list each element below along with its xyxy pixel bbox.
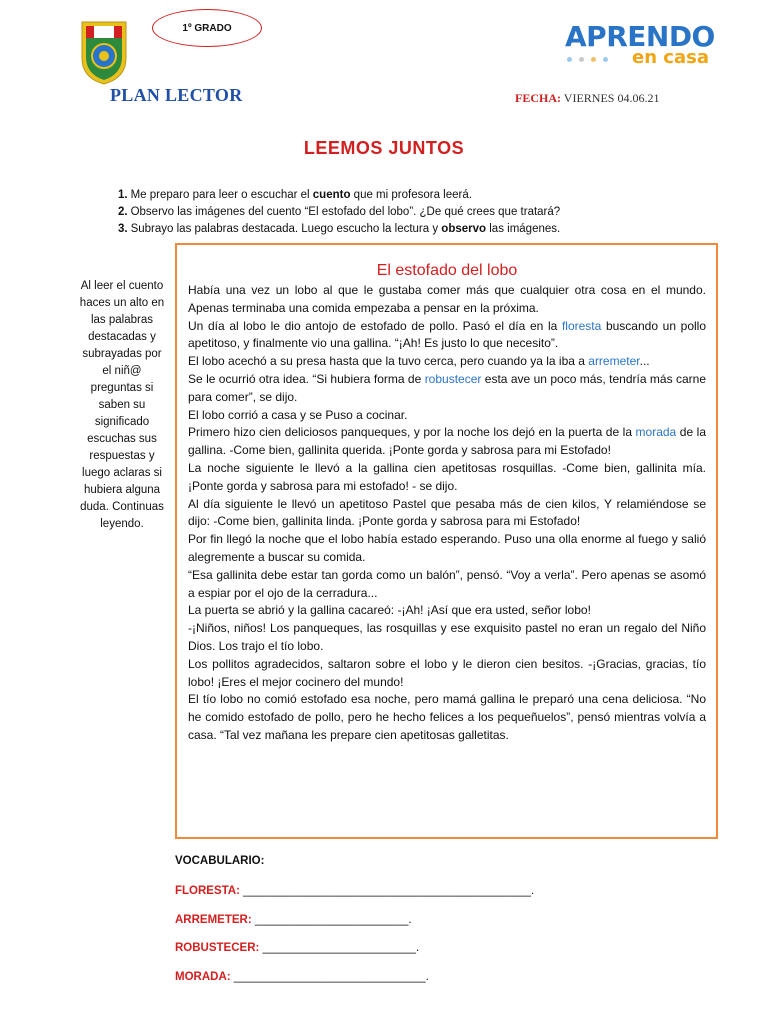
story-text: ... <box>639 354 650 369</box>
instruction-number: 1. <box>118 189 128 201</box>
instruction-item <box>118 221 560 238</box>
story-text: Había una vez un lobo al que le gustaba comer más que cualquier otra cosa en el mundo. Apenas terminaba una comida empezaba a pensar en la próxima. <box>188 283 706 315</box>
highlighted-word: robustecer <box>424 371 482 386</box>
date-value: VIERNES 04.06.21 <box>563 91 660 105</box>
logo-dots <box>567 55 627 63</box>
story-box <box>175 243 718 839</box>
answer-blank[interactable]: ______________________________. <box>230 970 429 983</box>
logo-dot <box>567 57 572 62</box>
vocabulary-item <box>175 885 534 914</box>
story-text: Se le ocurrió otra idea. “Si hubiera forma de <box>188 371 425 386</box>
answer-blank[interactable]: ________________________. <box>259 942 420 954</box>
date-label: FECHA: <box>515 91 561 105</box>
instructions-list <box>118 187 560 238</box>
answer-blank[interactable]: ________________________. <box>251 913 412 926</box>
aprendo-en-casa-logo <box>565 20 715 70</box>
vocabulary-label: ROBUSTECER: <box>175 942 260 954</box>
date-field <box>515 91 659 106</box>
instruction-text: las imágenes. <box>486 223 561 235</box>
story-title: El estofado del lobo <box>376 262 518 279</box>
vocabulary-item <box>175 914 534 943</box>
story-body <box>188 282 706 745</box>
vocabulary-label: FLORESTA: <box>175 885 240 897</box>
story-paragraph <box>188 424 706 460</box>
story-paragraph <box>188 371 706 407</box>
vocabulary-item <box>175 971 534 1000</box>
instruction-text: cuento <box>312 189 351 201</box>
story-text: Un día al lobo le dio antojo de estofado de pollo. Pasó el día en la <box>188 318 562 333</box>
story-paragraph <box>188 620 706 656</box>
story-text: El tío lobo no comió estofado esa noche, pero mamá gallina le preparó una cena deliciosa. “No he comido estofado de pollo, pero he hecho felices a los pequeñuelos”, pensó mientras volvía a casa. “Tal vez mañana les prepare cien apetitosas galletitas. <box>188 692 706 742</box>
instruction-text: que mi profesora leerá. <box>350 189 472 201</box>
grade-label: 1º GRADO <box>182 22 232 34</box>
story-paragraph <box>188 353 706 371</box>
school-crest-icon <box>80 18 128 86</box>
logo-dot <box>591 57 596 62</box>
highlighted-word: arremeter <box>588 354 640 369</box>
story-paragraph <box>188 531 706 567</box>
vocabulary-item <box>175 942 534 971</box>
teacher-note: Al leer el cuento haces un alto en las palabras destacadas y subrayadas por el niñ@ preguntas si saben su significado escuchas sus respuestas y luego aclaras si hubiera alguna duda. Continuas leyendo. <box>79 280 165 530</box>
vocabulary-title: VOCABULARIO: <box>175 855 265 867</box>
story-paragraph <box>188 318 706 354</box>
story-text: El lobo corrió a casa y se Puso a cocinar. <box>188 407 408 422</box>
instruction-text: Me preparo para leer o escuchar el <box>130 189 313 201</box>
vocabulary-label: MORADA: <box>175 970 231 983</box>
story-text: La puerta se abrió y la gallina cacareó: -¡Ah! ¡Así que era usted, señor lobo! <box>188 603 591 618</box>
story-text: El lobo acechó a su presa hasta que la tuvo cerca, pero cuando ya la iba a <box>188 354 589 369</box>
story-text: “Esa gallinita debe estar tan gorda como un balón”, pensó. “Voy a verla”. Pero apenas se asomó a espiar por el ojo de la cerradura... <box>188 567 706 600</box>
instruction-item <box>118 204 560 221</box>
story-text: Al día siguiente le llevó un apetitoso Pastel que pesaba más de cien kilos, Y relamiéndose se dijo: -Come bien, gallinita linda. ¡Ponte gorda y sabrosa para mi Estofado! <box>188 496 706 529</box>
instruction-text: observo <box>441 223 487 235</box>
logo-text-aprendo: APRENDO <box>565 20 715 53</box>
story-text: La noche siguiente le llevó a la gallina cien apetitosas rosquillas. -Come bien, gallinita mía. ¡Ponte gorda y sabrosa para mi estofado! - se dijo. <box>188 460 706 493</box>
page-title: LEEMOS JUNTOS <box>303 138 465 158</box>
highlighted-word: floresta <box>561 318 602 333</box>
logo-text-en-casa: en casa <box>632 47 709 68</box>
story-text: de la gallina. -Come bien, gallinita querida. ¡Ponte gorda y sabrosa para mi Estofado! <box>188 425 706 458</box>
instruction-text: Observo las imágenes del cuento “El estofado del lobo”. ¿De qué crees que tratará? <box>130 206 561 218</box>
story-text: Por fin llegó la noche que el lobo había estado esperando. Puso una olla enorme al fuego y salió alegremente a buscar su comida. <box>188 532 706 564</box>
story-paragraph <box>188 496 706 532</box>
story-paragraph <box>188 460 706 496</box>
highlighted-word: morada <box>635 425 677 440</box>
logo-dot <box>579 57 584 62</box>
story-paragraph <box>188 282 706 318</box>
story-text: esta ave un poco más, tendría más carne para comer”, se dijo. <box>188 371 707 404</box>
grade-badge <box>152 9 262 47</box>
answer-blank[interactable]: _____________________________________________. <box>239 885 535 897</box>
story-text: -¡Niños, niños! Los panqueques, las rosquillas y ese exquisito pastel no eran un regalo del Niño Dios. Los trajo el tío lobo. <box>188 621 706 653</box>
story-paragraph <box>188 407 706 425</box>
logo-dot <box>603 57 608 62</box>
instruction-item <box>118 187 560 204</box>
vocabulary-label: ARREMETER: <box>175 913 252 926</box>
story-text: Los pollitos agradecidos, saltaron sobre el lobo y le dieron cien besitos. -¡Gracias, gracias, tío lobo! ¡Eres el mejor cocinero del mundo! <box>188 656 706 689</box>
story-paragraph <box>188 567 706 603</box>
story-paragraph <box>188 656 706 692</box>
story-text: Primero hizo cien deliciosos panqueques, y por la noche los dejó en la puerta de la <box>188 425 636 440</box>
plan-title: PLAN LECTOR <box>110 85 243 105</box>
story-paragraph <box>188 602 706 620</box>
instruction-number: 3. <box>118 223 128 235</box>
vocabulary-section <box>175 855 534 999</box>
instruction-number: 2. <box>118 206 128 218</box>
instruction-text: Subrayo las palabras destacada. Luego escucho la lectura y <box>130 223 442 235</box>
story-text: buscando un pollo apetitoso, y finalmente vio una gallina. “¡Ah! Es justo lo que necesito”. <box>188 318 707 351</box>
story-paragraph <box>188 691 706 744</box>
